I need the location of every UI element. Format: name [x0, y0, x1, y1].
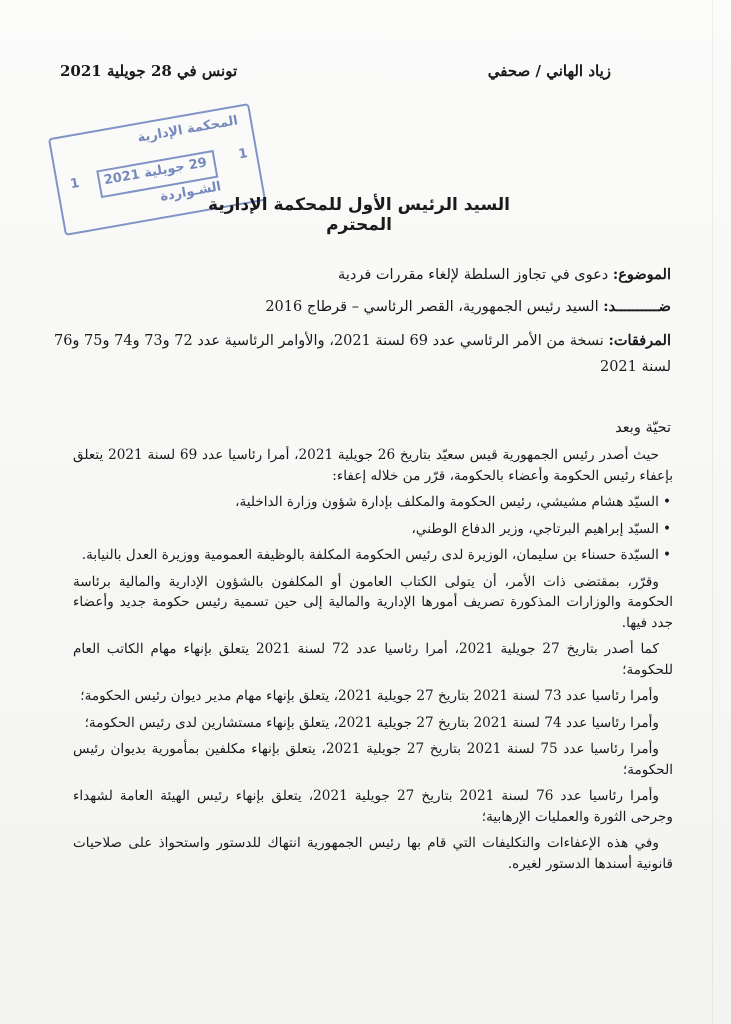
stamp-date-text: 29 جويلية 2021	[102, 155, 209, 189]
list-item-text: السيّدة حسناء بن سليمان، الوزيرة لدى رئيس الحكومة المكلفة بالوظيفة العمومية ووزيرة العدل بالنيابة.	[81, 547, 659, 563]
list-item	[73, 519, 673, 540]
against-value: السيد رئيس الجمهورية، القصر الرئاسي – قرطاج 2016	[265, 299, 599, 315]
bullet-icon: •	[662, 520, 671, 537]
stamp-top-text: المحكمة الإدارية	[136, 113, 240, 146]
stamp-num-left: 1	[69, 175, 81, 193]
bullet-icon: •	[662, 547, 671, 563]
stamp-bottom-text: الشـواردة	[159, 179, 223, 205]
paragraph-4: وأمرا رئاسيا عدد 73 لسنة 2021 بتاريخ 27 جويلية 2021، يتعلق بإنهاء مهام مدير ديوان رئيس الحكومة؛	[80, 688, 659, 704]
dismissed-list	[73, 492, 673, 566]
salutation: تحيّة وبعد	[615, 420, 671, 436]
list-item	[73, 492, 673, 513]
addressee-heading: السيد الرئيس الأول للمحكمة الإدارية المحترم	[208, 195, 510, 235]
paragraph-7: وأمرا رئاسيا عدد 76 لسنة 2021 بتاريخ 27 جويلية 2021، يتعلق بإنهاء رئيس الهيئة العامة لشهداء وجرحى الثورة والعمليات الإرهابية؛	[73, 788, 673, 825]
place-date-line	[60, 62, 260, 80]
paragraph-8: وفي هذه الإعفاءات والتكليفات التي قام بها رئيس الجمهورية انتهاك للدستور واستحواذ على صلاحيات قانونية أسندها الدستور لغيره.	[73, 835, 673, 872]
attachments-value: نسخة من الأمر الرئاسي عدد 69 لسنة 2021، والأوامر الرئاسية عدد 72 و73 و74 و75 و76 لسنة 2021	[53, 333, 671, 375]
stamp-num-right: 1	[237, 146, 249, 163]
against-line	[51, 294, 671, 320]
list-item	[73, 545, 673, 566]
list-item-text: السيّد إبراهيم البرتاجي، وزير الدفاع الوطني،	[411, 520, 659, 537]
place-date-text: تونس في 28 جويلية 2021	[60, 62, 238, 80]
letter-body	[73, 445, 673, 880]
attachments-line	[51, 328, 671, 380]
author-line: زياد الهاني / صحفي	[487, 62, 611, 80]
attachments-label: المرفقات:	[608, 332, 671, 349]
list-item-text: السيّد هشام مشيشي، رئيس الحكومة والمكلف بإدارة شؤون وزارة الداخلية،	[235, 494, 659, 510]
bullet-icon: •	[662, 494, 671, 510]
subject-label: الموضوع:	[612, 266, 671, 283]
paragraph-3: كما أصدر بتاريخ 27 جويلية 2021، أمرا رئاسيا عدد 72 لسنة 2021 يتعلق بإنهاء مهام الكاتب العام للحكومة؛	[73, 641, 673, 678]
paragraph-5: وأمرا رئاسيا عدد 74 لسنة 2021 بتاريخ 27 جويلية 2021، يتعلق بإنهاء مستشارين لدى رئيس الحكومة؛	[84, 714, 659, 731]
paragraph-6: وأمرا رئاسيا عدد 75 لسنة 2021 بتاريخ 27 جويلية 2021، يتعلق بإنهاء مكلفين بمأمورية بديوان رئيس الحكومة؛	[73, 741, 673, 778]
paragraph-2: وقرّر، بمقتضى ذات الأمر، أن يتولى الكتاب العامون أو المكلفون بالشؤون الإدارية والمالية برئاسة الحكومة والوزارات المذكورة تصريف أمورها الإدارية والمالية إلى حين تسمية رئيس حكومة جديد وأعضاء جدد فيها.	[73, 573, 673, 631]
paper-fold	[712, 0, 713, 1024]
subject-value: دعوى في تجاوز السلطة لإلغاء مقررات فردية	[338, 267, 609, 283]
against-label: ضــــــــــد:	[603, 298, 671, 315]
paragraph-1: حيث أصدر رئيس الجمهورية قيس سعيّد بتاريخ 26 جويلية 2021، أمرا رئاسيا عدد 69 لسنة 2021 يتعلق بإعفاء رئيس الحكومة وأعضاء بالحكومة، قرّر من خلاله إعفاء:	[73, 447, 673, 484]
subject-line	[51, 262, 671, 288]
